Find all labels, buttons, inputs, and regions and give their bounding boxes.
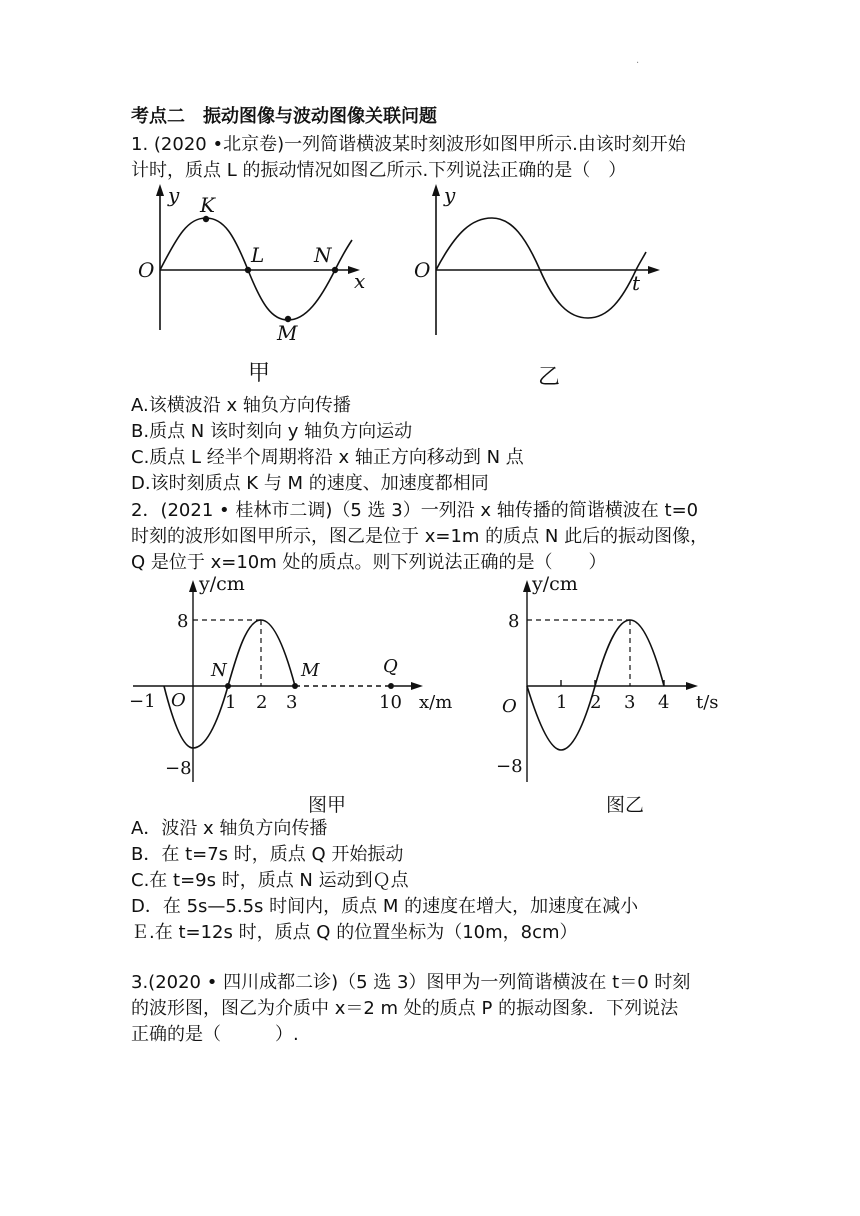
- q1-caption-a: 甲: [248, 361, 271, 386]
- t-tick-1: 1: [556, 692, 568, 713]
- q1-line2: 计时，质点 L 的振动情况如图乙所示.下列说法正确的是（ ）: [131, 160, 627, 181]
- q1-option-d: D.该时刻质点 K 与 M 的速度、加速度都相同: [131, 473, 489, 494]
- q2-figure-vibration: [490, 572, 730, 792]
- point-n: [225, 683, 231, 689]
- q1-figure-vibration: [400, 180, 670, 390]
- y-neg-label: −8: [496, 756, 523, 777]
- t-tick-4: 4: [658, 692, 670, 713]
- q2-option-a: A．波沿 x 轴负方向传播: [131, 818, 328, 839]
- page-mark: ·: [636, 58, 640, 69]
- m-label: M: [301, 660, 320, 681]
- m-label: M: [277, 321, 298, 345]
- x-axis-label: x: [354, 269, 366, 293]
- n-label: N: [314, 243, 332, 267]
- origin-label: O: [502, 696, 517, 717]
- k-label: K: [200, 193, 215, 217]
- q3-line3: 正确的是（ ）.: [131, 1024, 299, 1045]
- point-l: [245, 267, 251, 273]
- y-axis-label: y: [168, 183, 180, 207]
- y-pos-label: 8: [508, 611, 520, 632]
- q3-line2: 的波形图，图乙为介质中 x＝2 m 处的质点 P 的振动图象．下列说法: [131, 998, 679, 1019]
- vibration-curve: [436, 218, 646, 318]
- x-tick-10: 10: [379, 692, 402, 713]
- q3-line1: 3.(2020 • 四川成都二诊)（5 选 3）图甲为一列简谐横波在 t＝0 时刻: [131, 972, 691, 993]
- q2-option-b: B．在 t=7s 时，质点 Q 开始振动: [131, 844, 404, 865]
- x-tick-2: 2: [256, 692, 268, 713]
- q2-caption-b: 图乙: [606, 794, 645, 816]
- x-axis-label: x/m: [419, 692, 453, 713]
- y-axis-label: y/cm: [532, 573, 578, 595]
- q2-line1: 2．(2021 • 桂林市二调)（5 选 3）一列沿 x 轴传播的简谐横波在 t=0: [131, 500, 699, 521]
- origin-label: O: [171, 690, 186, 711]
- point-m: [292, 683, 298, 689]
- l-label: L: [251, 243, 265, 267]
- q2-option-c: C.在 t=9s 时，质点 N 运动到Ｑ点: [131, 870, 409, 891]
- q1-option-b: B.质点 N 该时刻向 y 轴负方向运动: [131, 421, 413, 442]
- q1-option-c: C.质点 L 经半个周期将沿 x 轴正方向移动到 N 点: [131, 447, 524, 468]
- t-tick-3: 3: [624, 692, 636, 713]
- origin-label: O: [138, 258, 155, 282]
- x-neg-label: −1: [129, 691, 156, 712]
- t-axis-label: t: [632, 271, 641, 295]
- q2-figure-wave: [125, 572, 465, 792]
- q2-line2: 时刻的波形如图甲所示，图乙是位于 x=1m 的质点 N 此后的振动图像，: [131, 526, 709, 547]
- origin-label: O: [414, 258, 431, 282]
- t-tick-2: 2: [590, 692, 602, 713]
- vibration-curve: [527, 620, 664, 750]
- point-q: [388, 683, 394, 689]
- y-neg-label: −8: [165, 758, 192, 779]
- y-axis-label: y/cm: [199, 573, 245, 595]
- n-label: N: [211, 660, 227, 681]
- point-n: [332, 267, 338, 273]
- y-pos-label: 8: [177, 611, 189, 632]
- y-axis-label: y: [444, 183, 456, 207]
- t-axis-label: t/s: [696, 692, 719, 713]
- section-title: 考点二 振动图像与波动图像关联问题: [131, 106, 437, 127]
- q1-caption-b: 乙: [538, 365, 561, 390]
- wave-curve: [160, 218, 352, 320]
- q1-line1: 1. (2020 •北京卷)一列简谐横波某时刻波形如图甲所示.由该时刻开始: [131, 134, 686, 155]
- q-label: Q: [383, 656, 398, 677]
- q2-caption-a: 图甲: [308, 794, 347, 816]
- q1-option-a: A.该横波沿 x 轴负方向传播: [131, 395, 351, 416]
- q2-option-e: Ｅ.在 t=12s 时，质点 Q 的位置坐标为（10m，8cm）: [131, 922, 578, 943]
- q2-option-d: D．在 5s—5.5s 时间内，质点 M 的速度在增大，加速度在减小: [131, 896, 639, 917]
- q2-line3: Q 是位于 x=10m 处的质点。则下列说法正确的是（ ）: [131, 552, 607, 573]
- x-tick-1: 1: [225, 692, 237, 713]
- x-tick-3: 3: [286, 692, 298, 713]
